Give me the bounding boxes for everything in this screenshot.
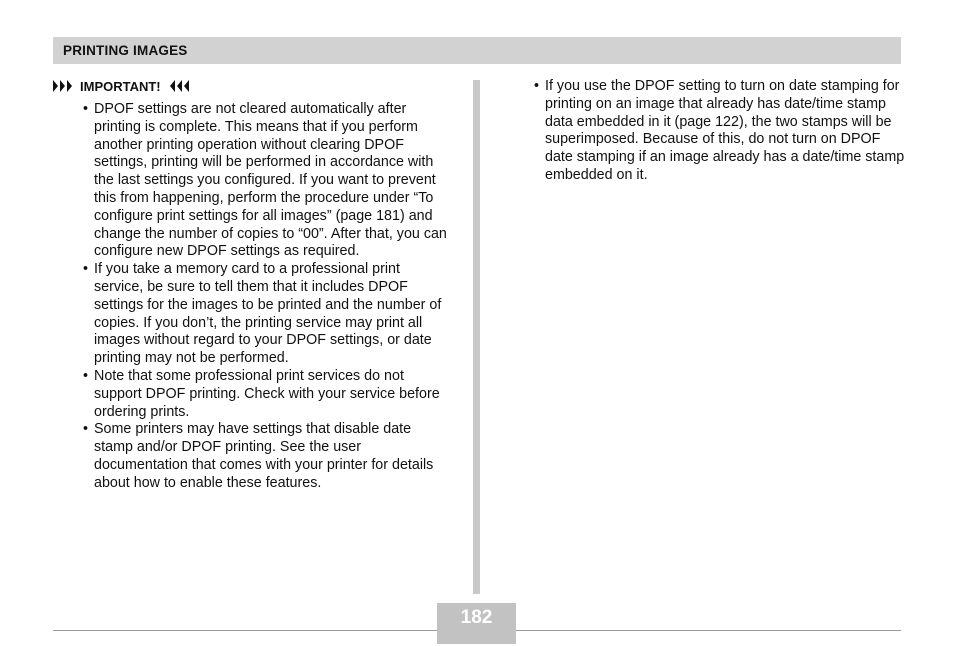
bullet-item: • Note that some professional print services do not support DPOF printing. Check with your service before ordering prints. [83,368,453,421]
important-label: IMPORTANT! [80,78,161,94]
section-header-bar [53,37,901,64]
bullet-item: • If you take a memory card to a professional print service, be sure to tell them that it includes DPOF settings for the images to be printed and the number of copies. If you don’t, the printing service may print all images without regard to your DPOF settings, or date printing may not be performed. [83,261,453,368]
left-column-bullets [83,101,453,493]
bullet-item: • Some printers may have settings that disable date stamp and/or DPOF printing. See the user documentation that comes with your printer for details about how to enable these features. [83,421,453,492]
important-heading [53,78,189,94]
triple-arrow-left-icon [165,79,189,93]
triple-arrow-right-icon [53,79,77,93]
column-divider [473,80,480,594]
bullet-item: • If you use the DPOF setting to turn on date stamping for printing on an image that already has date/time stamp data embedded in it (page 122), the two stamps will be superimposed. Because of this, do not turn on DPOF date stamping if an image already has a date/time stamp embedded on it. [534,78,906,185]
right-column-bullets [534,78,906,185]
bullet-item: • DPOF settings are not cleared automatically after printing is complete. This means that if you perform another printing operation without clearing DPOF settings, printing will be performed in accordance with the last settings you configured. If you want to prevent this from happening, perform the procedure under “To configure print settings for all images” (page 181) and change the number of copies to “00”. After that, you can configure new DPOF settings as required. [83,101,453,261]
page-number: 182 [460,607,493,628]
page-number-box [437,603,516,644]
section-title: PRINTING IMAGES [63,43,188,58]
